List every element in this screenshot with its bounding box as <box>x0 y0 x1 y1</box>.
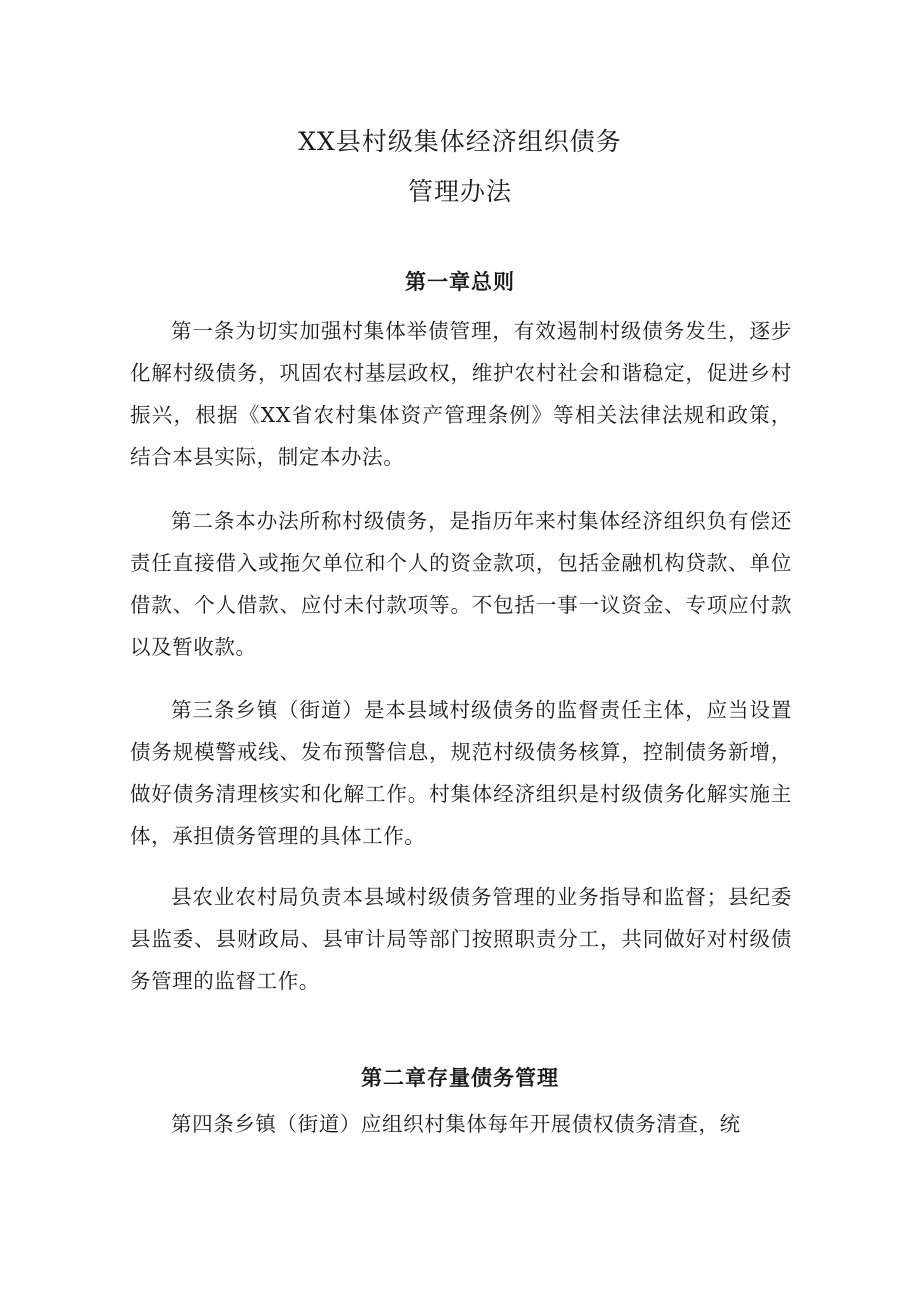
article-1-paragraph: 第一条为切实加强村集体举债管理，有效遏制村级债务发生，逐步化解村级债务，巩固农村基层政权，维护农村社会和谐稳定，促进乡村振兴，根据《XX省农村集体资产管理条例》等相关法律法规和政策，结合本县实际，制定本办法。 <box>130 319 792 469</box>
chapter-1-heading: 第一章总则 <box>405 270 515 294</box>
article-4-paragraph: 第四条乡镇（街道）应组织村集体每年开展债权债务清查，统 <box>171 1112 741 1136</box>
document-title-line-1: XX县村级集体经济组织债务 <box>298 127 622 156</box>
chapter-2-heading: 第二章存量债务管理 <box>361 1066 559 1090</box>
document-title-line-2: 管理办法 <box>407 177 512 206</box>
article-3-paragraph: 第三条乡镇（街道）是本县域村级债务的监督责任主体，应当设置债务规模警戒线、发布预警信息，规范村级债务核算，控制债务新增，做好债务清理核实和化解工作。村集体经济组织是村级债务化解实施主体，承担债务管理的具体工作。 <box>130 698 792 848</box>
article-3-continuation-paragraph: 县农业农村局负责本县域村级债务管理的业务指导和监督；县纪委县监委、县财政局、县审计局等部门按照职责分工，共同做好对村级债务管理的监督工作。 <box>130 885 792 993</box>
article-2-paragraph: 第二条本办法所称村级债务，是指历年来村集体经济组织负有偿还责任直接借入或拖欠单位和个人的资金款项，包括金融机构贷款、单位借款、个人借款、应付未付款项等。不包括一事一议资金、专项应付款以及暂收款。 <box>130 509 792 659</box>
